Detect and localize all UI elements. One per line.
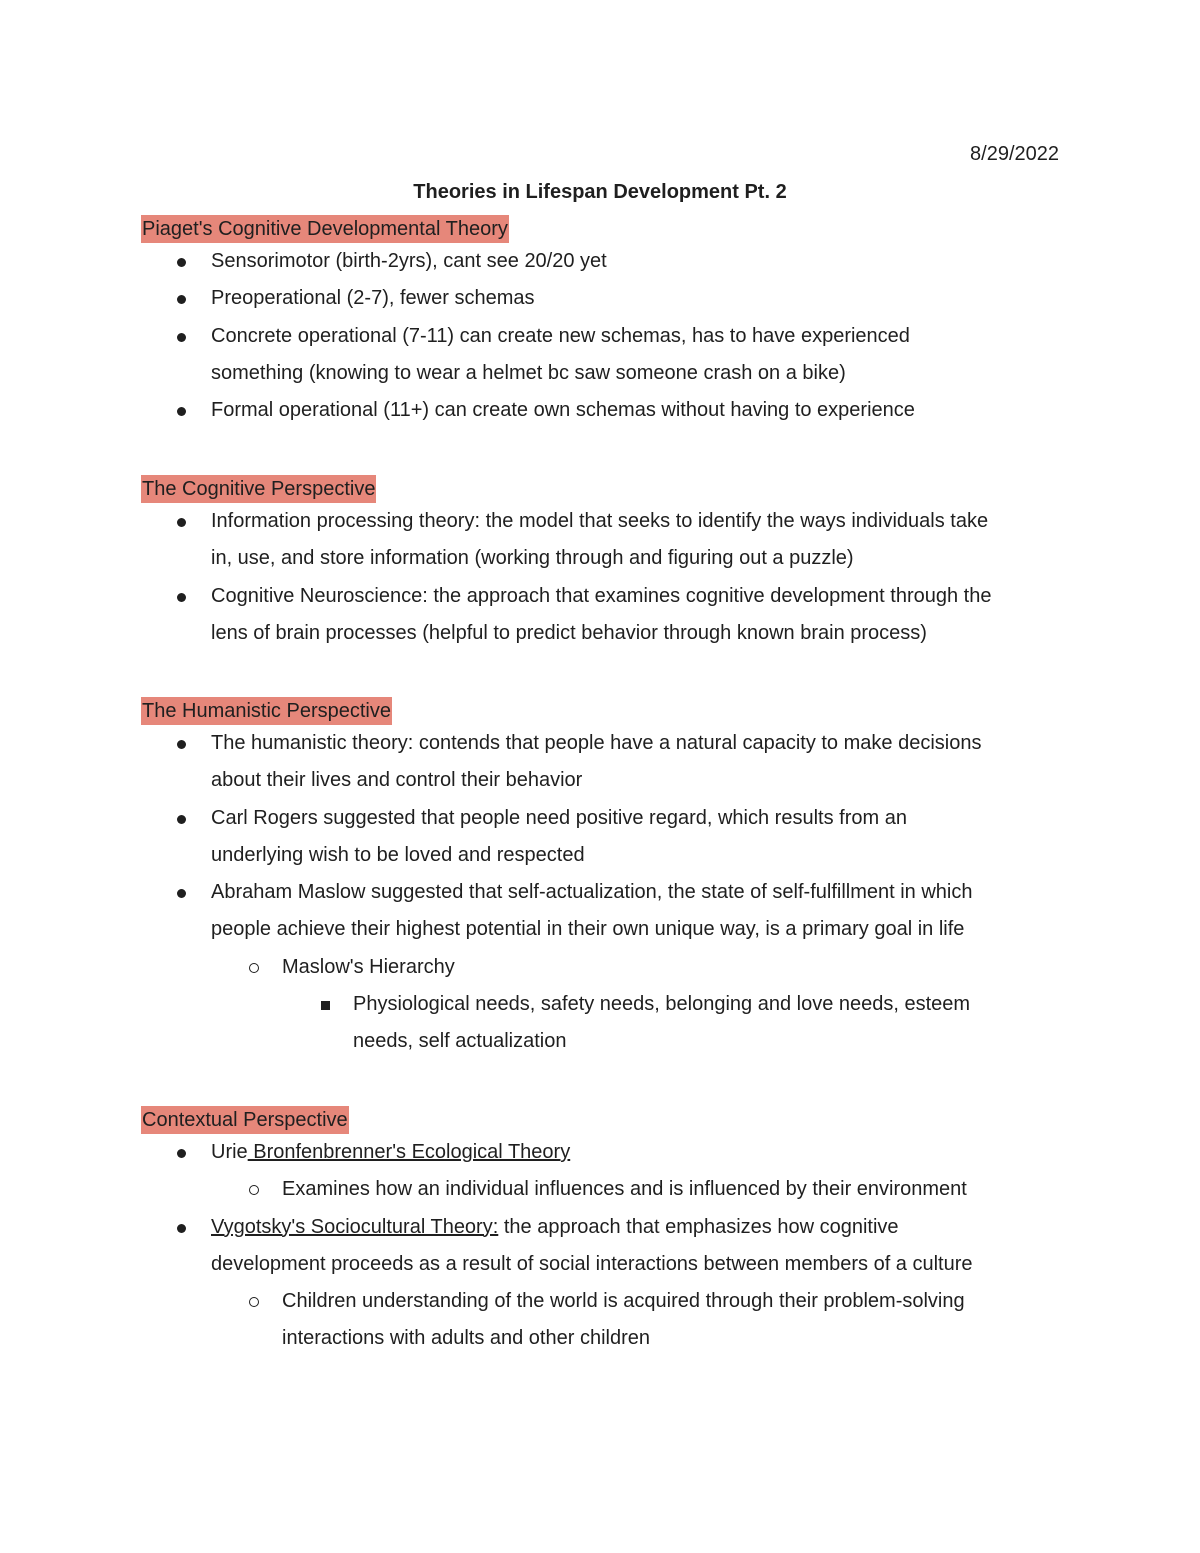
list-item: Information processing theory: the model that seeks to identify the ways individuals take in, use, and store information (working through and figuring out a puzzle): [141, 503, 1071, 578]
bullet-icon: [177, 593, 186, 602]
bullet-icon: [177, 333, 186, 342]
bullet-icon: [177, 889, 186, 898]
list-item: Formal operational (11+) can create own schemas without having to experience: [141, 392, 1071, 429]
bullet-icon: [177, 258, 186, 267]
section-heading: Contextual Perspective: [141, 1106, 349, 1134]
bullet-icon: [177, 295, 186, 304]
list-item: Physiological needs, safety needs, belonging and love needs, esteem needs, self actualization: [141, 986, 1071, 1061]
bullet-icon: [177, 518, 186, 527]
underlined-term: Vygotsky's Sociocultural Theory:: [211, 1215, 499, 1238]
section-contextual: [141, 1106, 1071, 1358]
underlined-term: Bronfenbrenner's Ecological Theory: [247, 1141, 571, 1163]
list-item: Carl Rogers suggested that people need positive regard, which results from an underlying wish to be loved and respected: [141, 800, 1071, 875]
list-item: Maslow's Hierarchy: [141, 949, 1071, 986]
bullet-icon: [177, 1149, 186, 1158]
section-heading: Piaget's Cognitive Developmental Theory: [141, 215, 509, 243]
list-item: Vygotsky's Sociocultural Theory: the approach that emphasizes how cognitive development proceeds as a result of social interactions between members of a culture: [141, 1209, 1071, 1284]
bullet-icon: [177, 407, 186, 416]
list-item: The humanistic theory: contends that people have a natural capacity to make decisions about their lives and control their behavior: [141, 725, 1071, 800]
section-heading: The Humanistic Perspective: [141, 697, 392, 725]
hollow-bullet-icon: [249, 1185, 259, 1195]
list-item: Urie Bronfenbrenner's Ecological Theory: [141, 1134, 1071, 1171]
hollow-bullet-icon: [249, 963, 259, 973]
square-bullet-icon: [321, 1001, 330, 1010]
document-date: 8/29/2022: [970, 143, 1059, 165]
hollow-bullet-icon: [249, 1297, 259, 1307]
document-title: Theories in Lifespan Development Pt. 2: [413, 181, 787, 203]
section-humanistic: [141, 697, 1071, 1061]
list-item: Cognitive Neuroscience: the approach that examines cognitive development through the lens of brain processes (helpful to predict behavior through known brain process): [141, 578, 1071, 653]
list-item: Preoperational (2-7), fewer schemas: [141, 280, 1071, 317]
bullet-icon: [177, 815, 186, 824]
bullet-icon: [177, 740, 186, 749]
list-item: Abraham Maslow suggested that self-actualization, the state of self-fulfillment in which people achieve their highest potential in their own unique way, is a primary goal in life: [141, 874, 1071, 949]
list-item: Sensorimotor (birth-2yrs), cant see 20/20 yet: [141, 243, 1071, 280]
bullet-icon: [177, 1224, 186, 1233]
list-item: Children understanding of the world is acquired through their problem-solving interactions with adults and other children: [141, 1283, 1071, 1358]
section-cognitive: [141, 475, 1071, 652]
section-heading: The Cognitive Perspective: [141, 475, 376, 503]
list-item: Examines how an individual influences and is influenced by their environment: [141, 1171, 1071, 1208]
list-item: Concrete operational (7-11) can create new schemas, has to have experienced something (knowing to wear a helmet bc saw someone crash on a bike): [141, 318, 1071, 393]
section-piaget: [141, 215, 1071, 429]
